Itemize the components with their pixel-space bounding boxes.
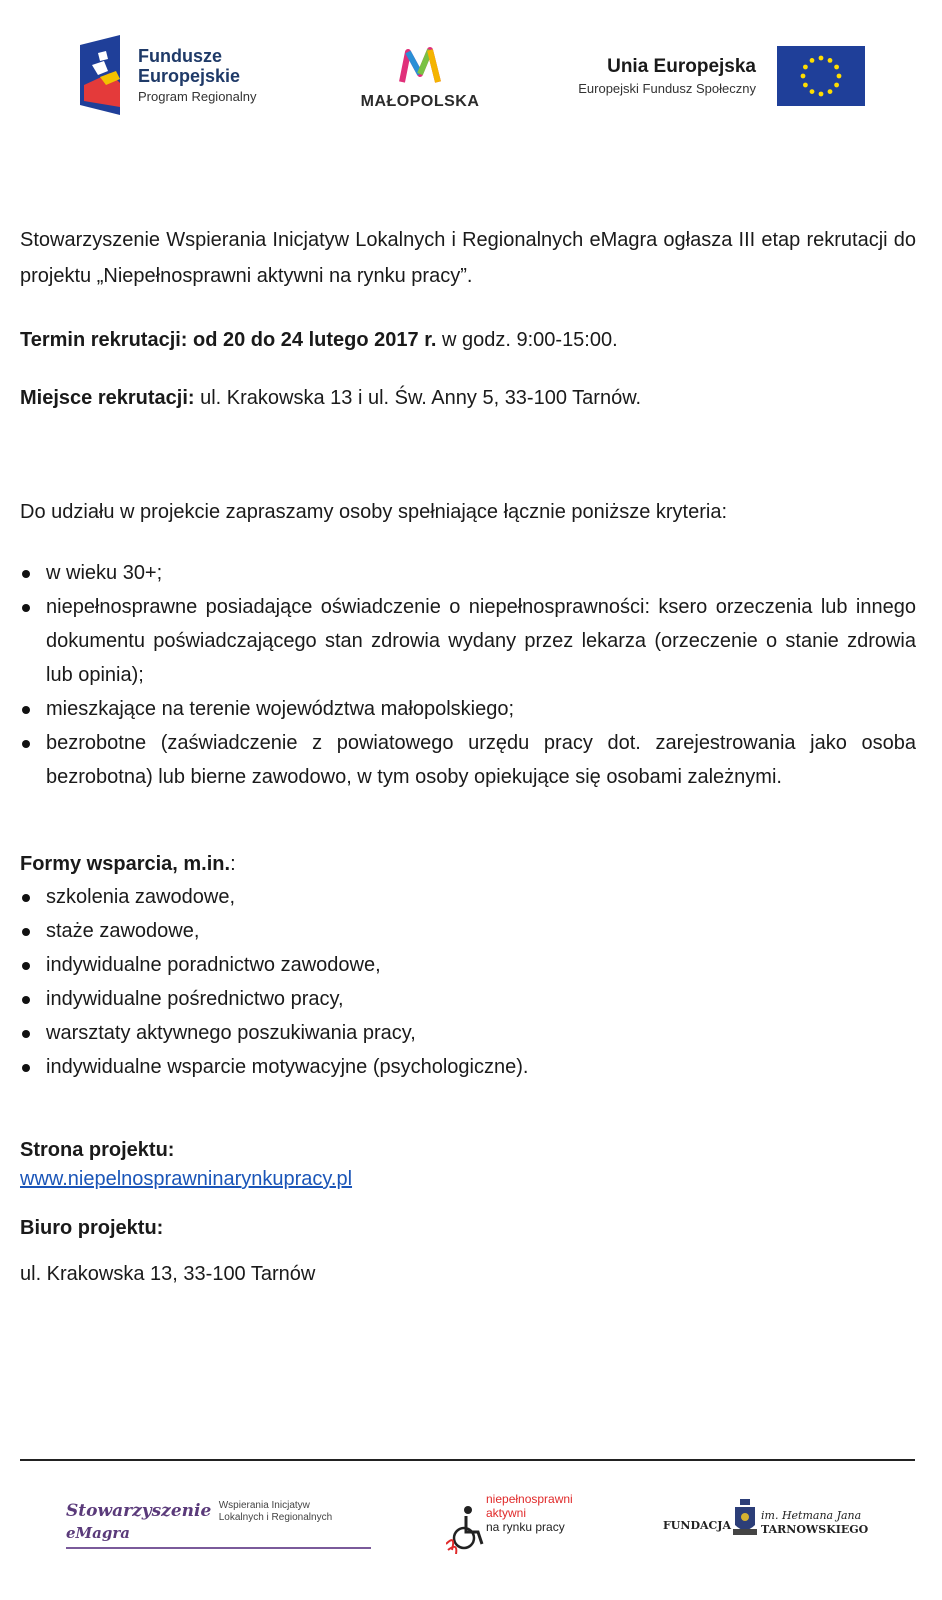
malopolska-m-icon (398, 46, 442, 86)
formy-item: szkolenia zawodowe, (20, 880, 916, 914)
termin-line (20, 322, 916, 358)
niep-line2: aktywni (486, 1506, 527, 1520)
emagra-small-text (219, 1500, 332, 1524)
kryteria-item: mieszkające na terenie województwa małopolskiego; (20, 692, 916, 726)
fundacja-tarnowskiego-text: TARNOWSKIEGO (761, 1523, 869, 1536)
termin-label: Termin rekrutacji: od 20 do 24 lutego 2017 r. (20, 329, 437, 351)
kryteria-list (20, 556, 916, 794)
miejsce-line (20, 380, 916, 416)
niepelnosprawni-logo (446, 1490, 616, 1560)
kryteria-item: niepełnosprawne posiadające oświadczenie o niepełnosprawności: ksero orzeczenia lub innego dokumentu poświadczającego stan zdrowia wydany przez lekarza (orzeczenie o stanie zdrowia lub opinia); (20, 590, 916, 692)
formy-item: indywidualne wsparcie motywacyjne (psychologiczne). (20, 1050, 916, 1084)
coat-of-arms-icon (731, 1499, 759, 1539)
formy-list (20, 880, 916, 1084)
termin-value: w godz. 9:00-15:00. (436, 329, 618, 351)
biuro-address: ul. Krakowska 13, 33-100 Tarnów (20, 1263, 316, 1285)
miejsce-value: ul. Krakowska 13 i ul. Św. Anny 5, 33-100 Tarnów. (194, 387, 642, 409)
eu-flag-icon (777, 46, 865, 106)
footer-divider (20, 1459, 915, 1461)
emagra-main-text: Stowarzyszenie (66, 1501, 212, 1522)
fundacja-tarnowskiego-logo (663, 1495, 873, 1555)
kryteria-intro: Do udziału w projekcie zapraszamy osoby spełniające łącznie poniższe kryteria: (20, 501, 728, 523)
biuro-label-line (20, 1210, 916, 1246)
project-website-link[interactable]: www.niepelnosprawninarynkupracy.pl (20, 1168, 353, 1190)
strona-label-line (20, 1132, 916, 1168)
fe-title-line2: Europejskie (138, 66, 241, 86)
intro-paragraph: Stowarzyszenie Wspierania Inicjatyw Lokalnych i Regionalnych eMagra ogłasza III etap rekrutacji do projektu „Niepełnosprawni aktywni na rynku pracy”. (20, 229, 916, 287)
biuro-label: Biuro projektu: (20, 1217, 164, 1239)
emagra-logo (66, 1500, 386, 1550)
niep-text-block (486, 1492, 573, 1534)
formy-item: warsztaty aktywnego poszukiwania pracy, (20, 1016, 916, 1050)
fe-title-line1: Fundusze (138, 46, 222, 66)
kryteria-item: bezrobotne (zaświadczenie z powiatowego urzędu pracy dot. zarejestrowania jako osoba bezrobotna) lub bierne zawodowo, w tym osoby opiekujące się osobami zależnymi. (20, 726, 916, 794)
emagra-small-line2: Lokalnych i Regionalnych (218, 1512, 333, 1523)
emagra-underline (66, 1547, 371, 1549)
strona-label: Strona projektu: (20, 1139, 175, 1161)
emagra-small-line1: Wspierania Inicjatyw (218, 1500, 310, 1511)
ue-subtitle: Europejski Fundusz Społeczny (578, 81, 756, 96)
emagra-brand-text: eMagra (66, 1524, 130, 1542)
fe-emblem-icon (80, 35, 136, 115)
formy-heading-label: Formy wsparcia, m.in. (20, 853, 231, 875)
fundacja-imhetmana-text: im. Hetmana Jana (761, 1509, 862, 1522)
malopolska-text: MAŁOPOLSKA (360, 93, 480, 110)
niep-line3: na rynku pracy (486, 1520, 565, 1534)
wheelchair-icon (446, 1504, 486, 1554)
fe-text-block (138, 46, 257, 104)
kryteria-item: w wieku 30+; (20, 556, 916, 590)
fundacja-text: FUNDACJA (663, 1519, 732, 1532)
formy-item: indywidualne pośrednictwo pracy, (20, 982, 916, 1016)
niep-line1: niepełnosprawni (486, 1492, 573, 1506)
miejsce-label: Miejsce rekrutacji: (20, 387, 195, 409)
fe-subtitle: Program Regionalny (138, 89, 257, 104)
formy-item: staże zawodowe, (20, 914, 916, 948)
malopolska-logo (350, 46, 490, 116)
formy-heading (20, 846, 916, 882)
ue-text-block (566, 56, 756, 96)
ue-title: Unia Europejska (607, 56, 756, 77)
formy-heading-colon: : (230, 853, 236, 875)
strona-link-line (20, 1168, 352, 1191)
formy-item: indywidualne poradnictwo zawodowe, (20, 948, 916, 982)
